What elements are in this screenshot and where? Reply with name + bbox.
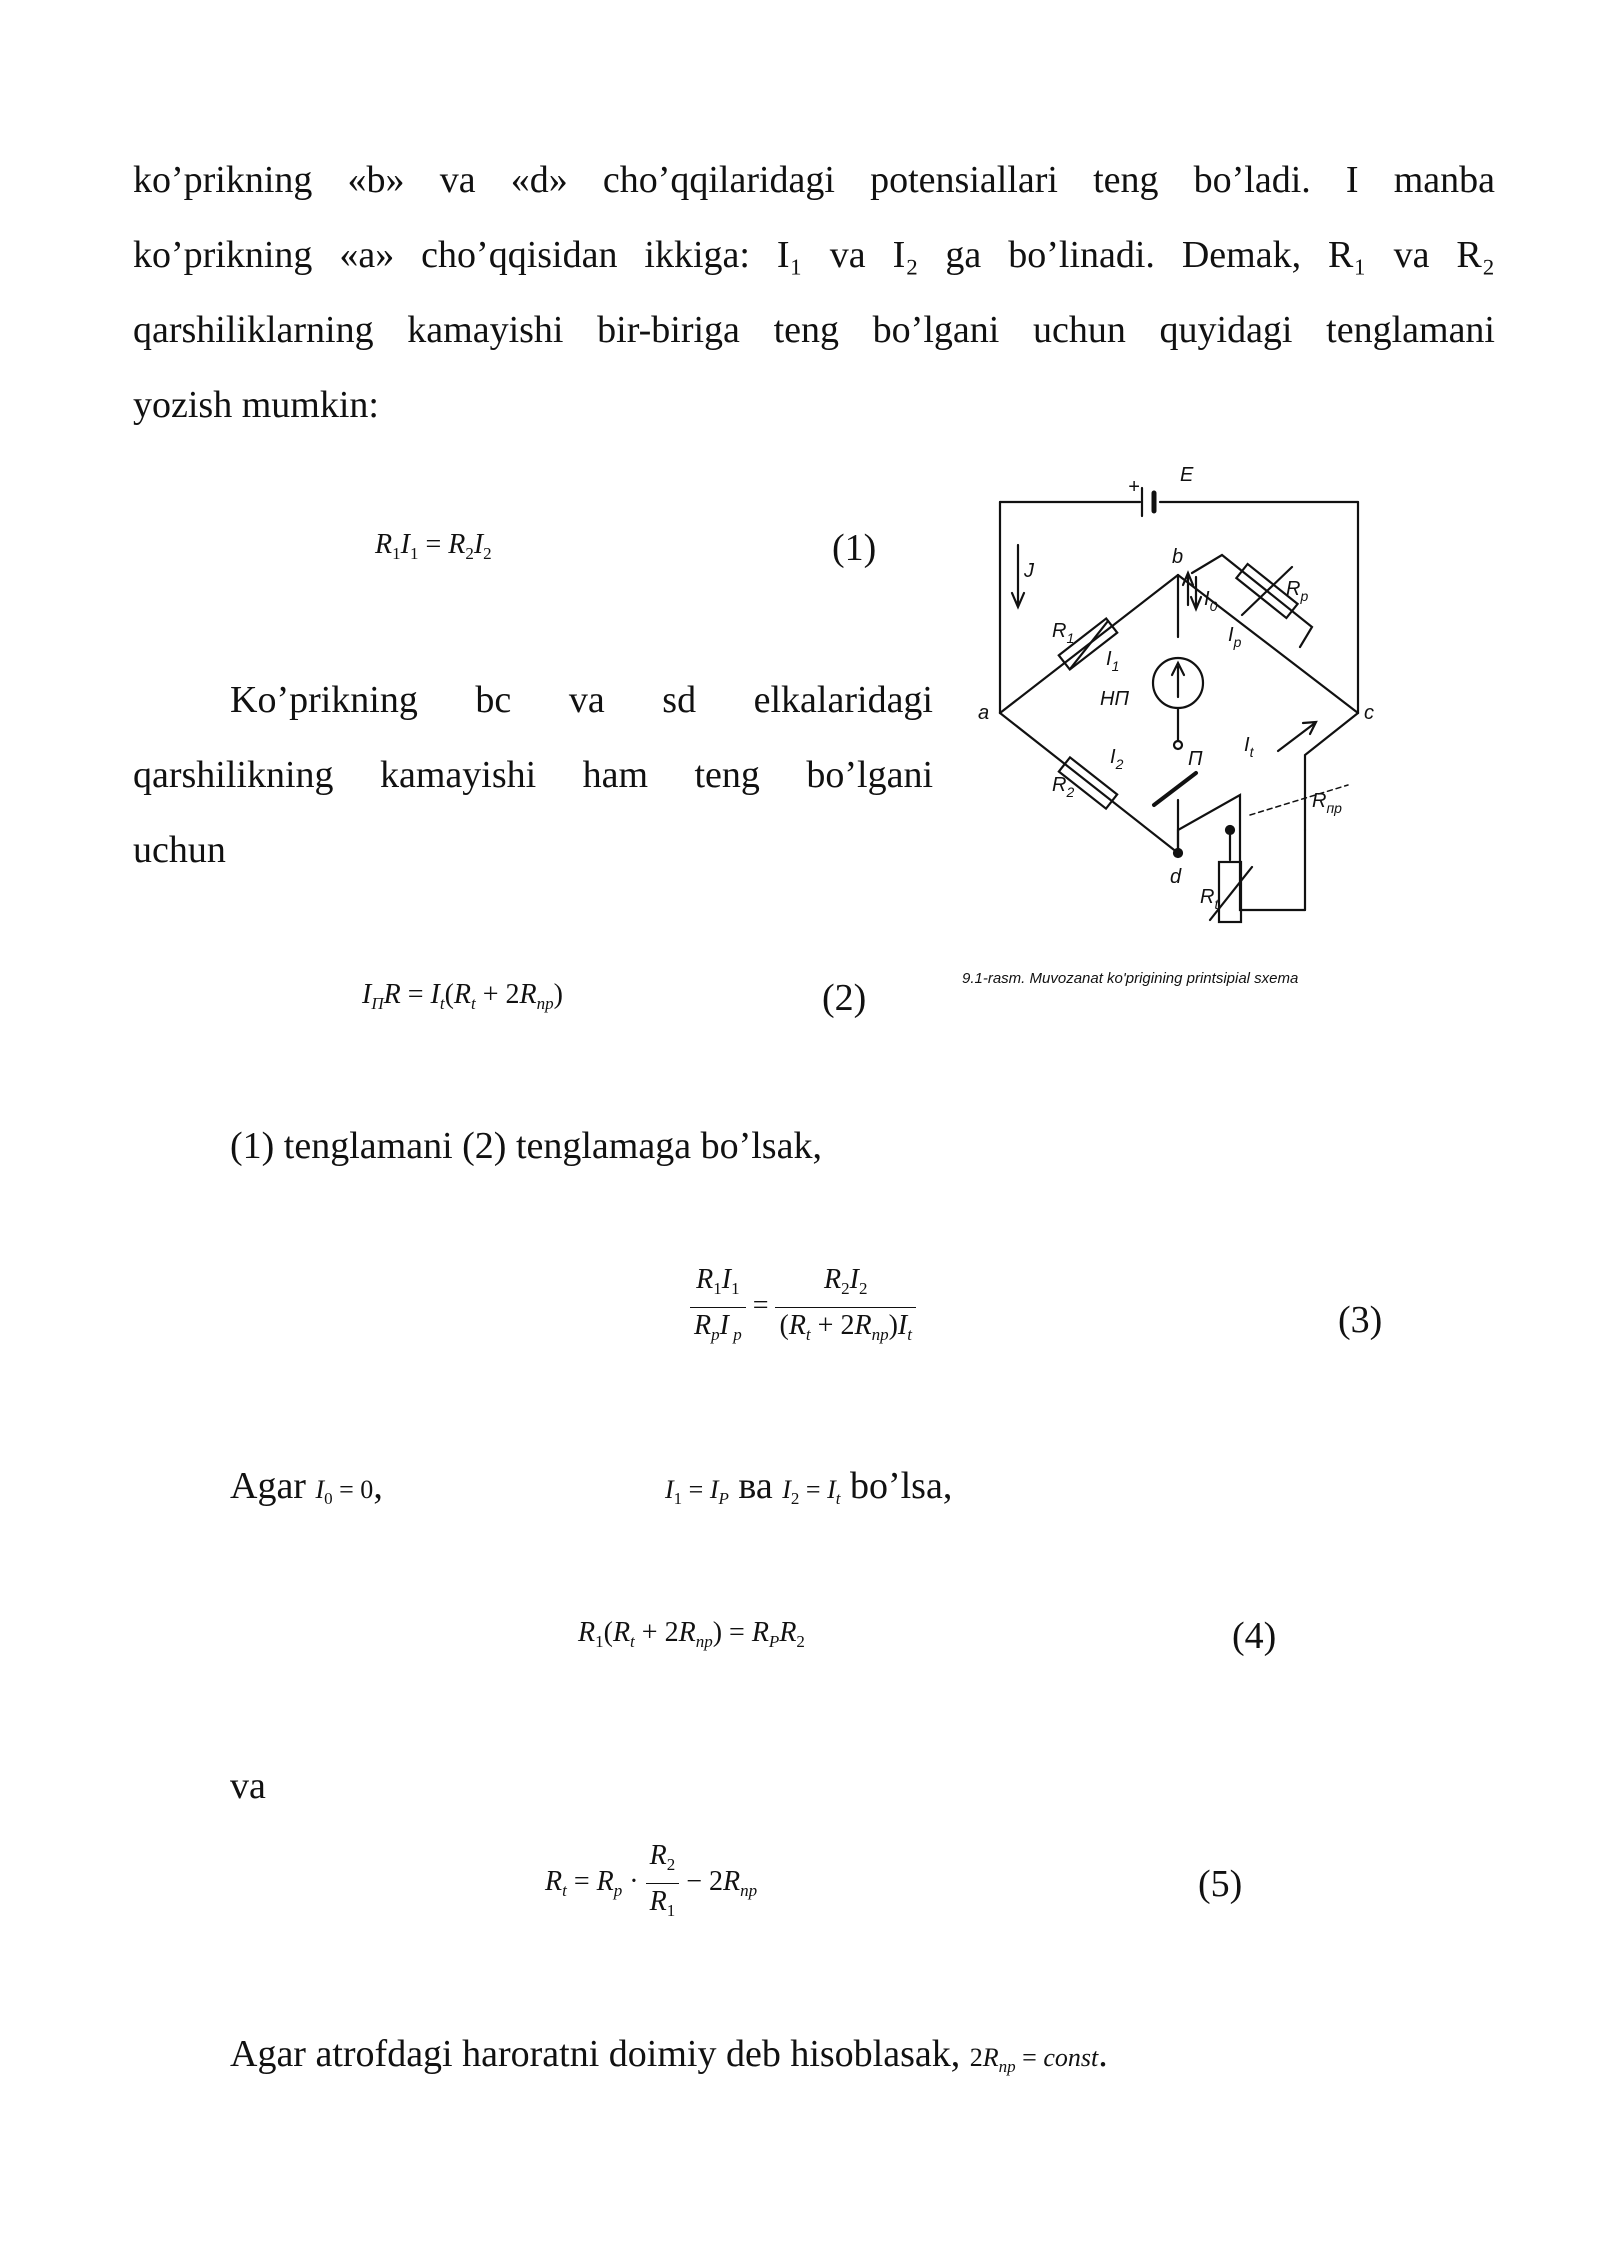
eq3-right-fraction: $\frac{R_2I_2}{(R_t + 2R_{пр})I_t}$ <box>775 1262 915 1353</box>
rt-variable-arrow <box>1210 867 1252 920</box>
label-rt: $R_t$ <box>1200 886 1219 912</box>
condition-currents <box>665 1462 952 1516</box>
label-switch: П <box>1188 748 1203 770</box>
node-rt-dot <box>1226 826 1234 834</box>
equation-3: $\frac{R_1I_1}{R_pI _p}$ = $\frac{R_2I_2}{(R_t + 2R_{пр})I_t}$ <box>690 1262 916 1353</box>
equation-2: $I_ПR = I_t(R_t + 2R_{пр})$ <box>362 979 563 1013</box>
label-node-c: c <box>1364 702 1374 724</box>
para2-line-3: uchun <box>133 829 226 871</box>
constant-sentence <box>230 2030 1108 2084</box>
condition-line <box>230 1462 383 1516</box>
label-node-a: a <box>978 702 990 724</box>
eq3-left-fraction: $\frac{R_1I_1}{R_pI _p}$ <box>690 1262 746 1353</box>
label-emf: E <box>1180 464 1194 486</box>
para2-line-2: qarshilikning kamayishi ham teng bo’lgani <box>133 754 933 796</box>
intro-line-4: yozish mumkin: <box>133 384 379 426</box>
current-arrow <box>1012 545 1024 607</box>
rp-variable-arrow <box>1242 567 1292 615</box>
switch-contact <box>1174 741 1182 749</box>
equation-5: $R_t = R_p$ · $\frac{R_2}{R_1}$ − $2R_{пр}$ <box>545 1838 757 1929</box>
intro-line-2: ko’prikning «a» cho’qqisidan ikkiga: I₁ va I₂ ga bo’linadi. Demak, R₁ va R₂ <box>133 234 1495 276</box>
label-rnp: $R_{пр}$ <box>1312 790 1342 816</box>
label-node-d: d <box>1170 866 1182 888</box>
label-it: $I_t$ <box>1244 734 1254 760</box>
constant-expression: $2R_{пр}$ = const <box>969 2043 1099 2076</box>
figure-caption: 9.1-rasm. Muvozanat ko'prigining printsipial sxema <box>962 970 1299 987</box>
paragraph-bridge-arms <box>133 663 933 888</box>
const-word: const <box>1043 2043 1099 2072</box>
equation-1-number: (1) <box>832 527 877 569</box>
label-ip: $I_p$ <box>1228 624 1242 650</box>
condition-i2-it: $I_2 = I_t$ <box>782 1475 841 1508</box>
constant-sentence-text: Agar atrofdagi haroratni doimiy deb hisoblasak, <box>230 2033 961 2075</box>
label-np: НП <box>1100 688 1129 710</box>
condition-i0-zero: $I_0 = 0$ <box>315 1475 374 1508</box>
equation-5-number: (5) <box>1198 1863 1243 1905</box>
equation-2-number: (2) <box>822 977 867 1019</box>
label-plus: + <box>1128 476 1140 498</box>
condition-comma: , <box>373 1465 383 1507</box>
resistor-rt <box>1219 862 1241 922</box>
it-arrow <box>1278 722 1316 751</box>
agar-word: Agar <box>230 1465 306 1507</box>
bolsa-word: bo’lsa, <box>849 1465 953 1507</box>
intro-line-3: qarshiliklarning kamayishi bir-biriga teng bo’lgani uchun quyidagi tenglamani <box>133 309 1495 351</box>
va-word: va <box>230 1765 266 1807</box>
label-r1: $R_1$ <box>1052 620 1075 646</box>
intro-paragraph <box>133 143 1495 443</box>
eq5-fraction: $\frac{R_2}{R_1}$ <box>646 1838 680 1929</box>
intro-line-1: ko’prikning «b» va «d» cho’qqilaridagi potensiallari teng bo’ladi. I manba <box>133 159 1495 201</box>
label-rp: $R_p$ <box>1286 578 1309 604</box>
label-r2: $R_2$ <box>1052 774 1075 800</box>
divide-sentence: (1) tenglamani (2) tenglamaga bo’lsak, <box>230 1125 822 1167</box>
galvanometer-needle <box>1172 663 1184 697</box>
label-i0: $I_0$ <box>1204 588 1218 614</box>
label-current: J <box>1024 560 1034 582</box>
arm-a-d <box>1000 713 1178 853</box>
label-i1: $I_1$ <box>1106 648 1120 674</box>
equation-3-number: (3) <box>1338 1299 1383 1341</box>
label-i2: $I_2$ <box>1110 746 1124 772</box>
label-node-b: b <box>1172 546 1184 568</box>
condition-i1-ip: $I_1 = I_P$ <box>665 1475 729 1508</box>
node-d-dot <box>1174 849 1182 857</box>
equation-1: $R_1I_1 = R_2I_2$ <box>375 529 492 563</box>
equation-4-number: (4) <box>1232 1615 1277 1657</box>
switch-blade <box>1154 773 1196 805</box>
bridge-circuit-figure <box>960 455 1380 935</box>
equation-4: $R_1(R_t + 2R_{пр}) = R_PR_2$ <box>578 1617 805 1651</box>
para2-line-1: Ko’prikning bc va sd elkalaridagi <box>230 679 933 721</box>
va-cyrillic: ва <box>738 1465 773 1507</box>
final-period: . <box>1098 2033 1108 2075</box>
